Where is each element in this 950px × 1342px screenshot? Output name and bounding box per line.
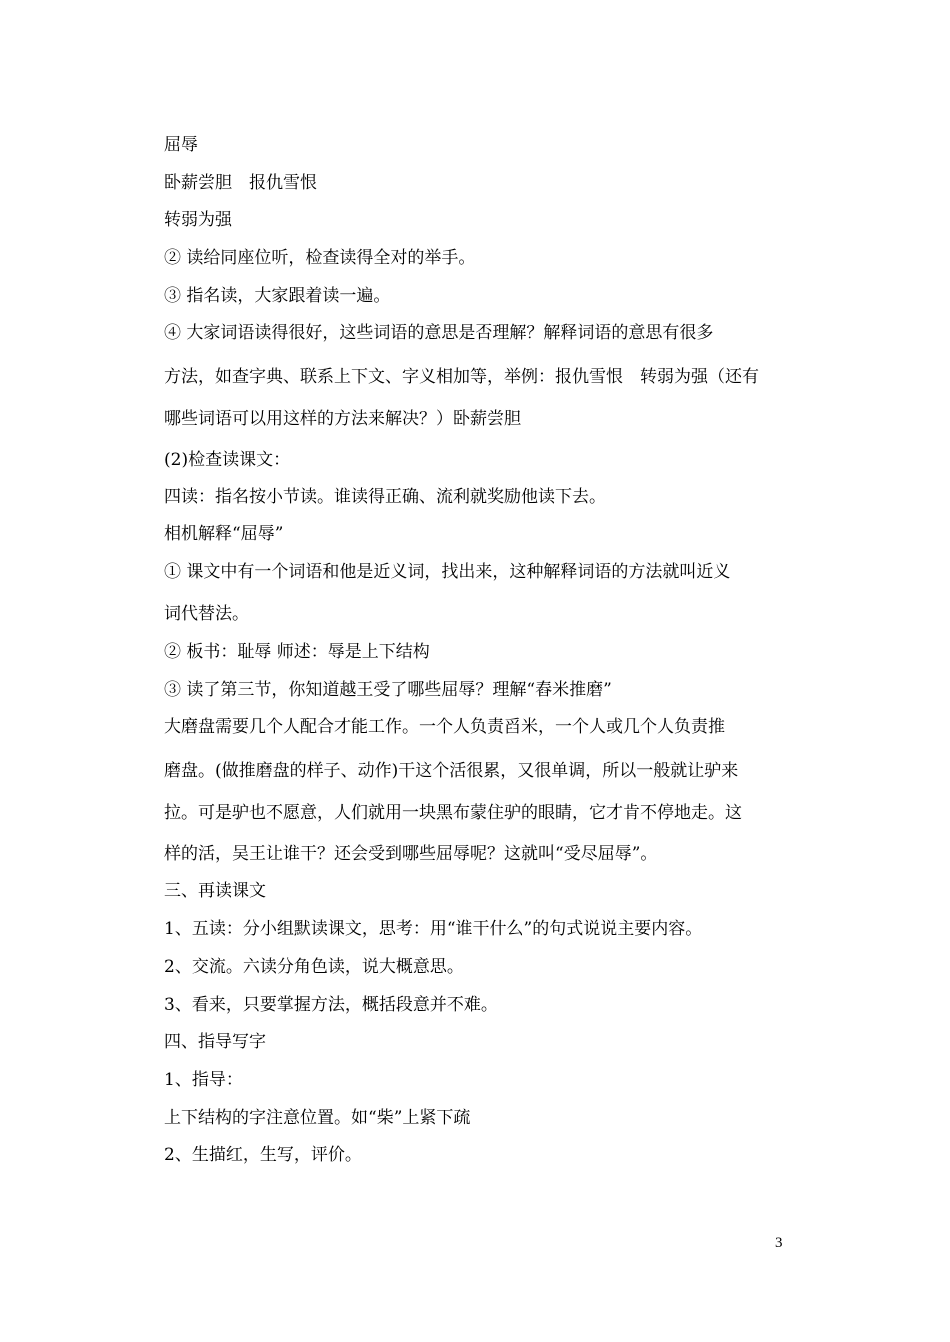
text-line-6: ④ 大家词语读得很好，这些词语的意思是否理解？解释词语的意思有很多: [164, 323, 714, 343]
text-line-26: 上下结构的字注意位置。如“柴”上紧下疏: [164, 1108, 471, 1128]
text-line-14: ② 板书：耻辱 师述：辱是上下结构: [164, 642, 430, 662]
text-line-4: ② 读给同座位听，检查读得全对的举手。: [164, 248, 476, 268]
text-line-3: 转弱为强: [164, 210, 232, 230]
text-line-12: ① 课文中有一个词语和他是近义词，找出来，这种解释词语的方法就叫近义: [164, 562, 731, 582]
text-line-18: 拉。可是驴也不愿意，人们就用一块黑布蒙住驴的眼睛，它才肯不停地走。这: [164, 803, 742, 823]
text-line-27: 2、生描红，生写，评价。: [164, 1145, 362, 1165]
text-line-25: 1、指导：: [164, 1070, 243, 1090]
text-line-19: 样的活，吴王让谁干？还会受到哪些屈辱呢？这就叫“受尽屈辱”。: [164, 844, 658, 864]
text-line-13: 词代替法。: [164, 604, 249, 624]
text-line-16: 大磨盘需要几个人配合才能工作。一个人负责舀米，一个人或几个人负责推: [164, 717, 725, 737]
text-line-24: 四、指导写字: [164, 1032, 266, 1052]
text-line-10: 四读：指名按小节读。谁读得正确、流利就奖励他读下去。: [164, 487, 606, 507]
text-line-9: (2)检查读课文：: [164, 450, 291, 470]
text-line-7: 方法，如查字典、联系上下文、字义相加等，举例：报仇雪恨 转弱为强（还有: [164, 367, 759, 387]
text-line-1: 屈辱: [164, 135, 198, 155]
text-line-5: ③ 指名读，大家跟着读一遍。: [164, 286, 391, 306]
text-line-8: 哪些词语可以用这样的方法来解决？）卧薪尝胆: [164, 409, 521, 429]
text-line-23: 3、看来，只要掌握方法，概括段意并不难。: [164, 995, 498, 1015]
page-number: 3: [775, 1235, 783, 1251]
text-line-15: ③ 读了第三节，你知道越王受了哪些屈辱？理解“舂米推磨”: [164, 680, 612, 700]
text-line-2: 卧薪尝胆 报仇雪恨: [164, 173, 317, 193]
text-line-20: 三、再读课文: [164, 881, 266, 901]
text-line-17: 磨盘。(做推磨盘的样子、动作)干这个活很累，又很单调，所以一般就让驴来: [164, 761, 739, 781]
text-line-11: 相机解释“屈辱”: [164, 524, 284, 544]
text-line-22: 2、交流。六读分角色读，说大概意思。: [164, 957, 464, 977]
text-line-21: 1、五读：分小组默读课文，思考：用“谁干什么”的句式说说主要内容。: [164, 919, 703, 939]
